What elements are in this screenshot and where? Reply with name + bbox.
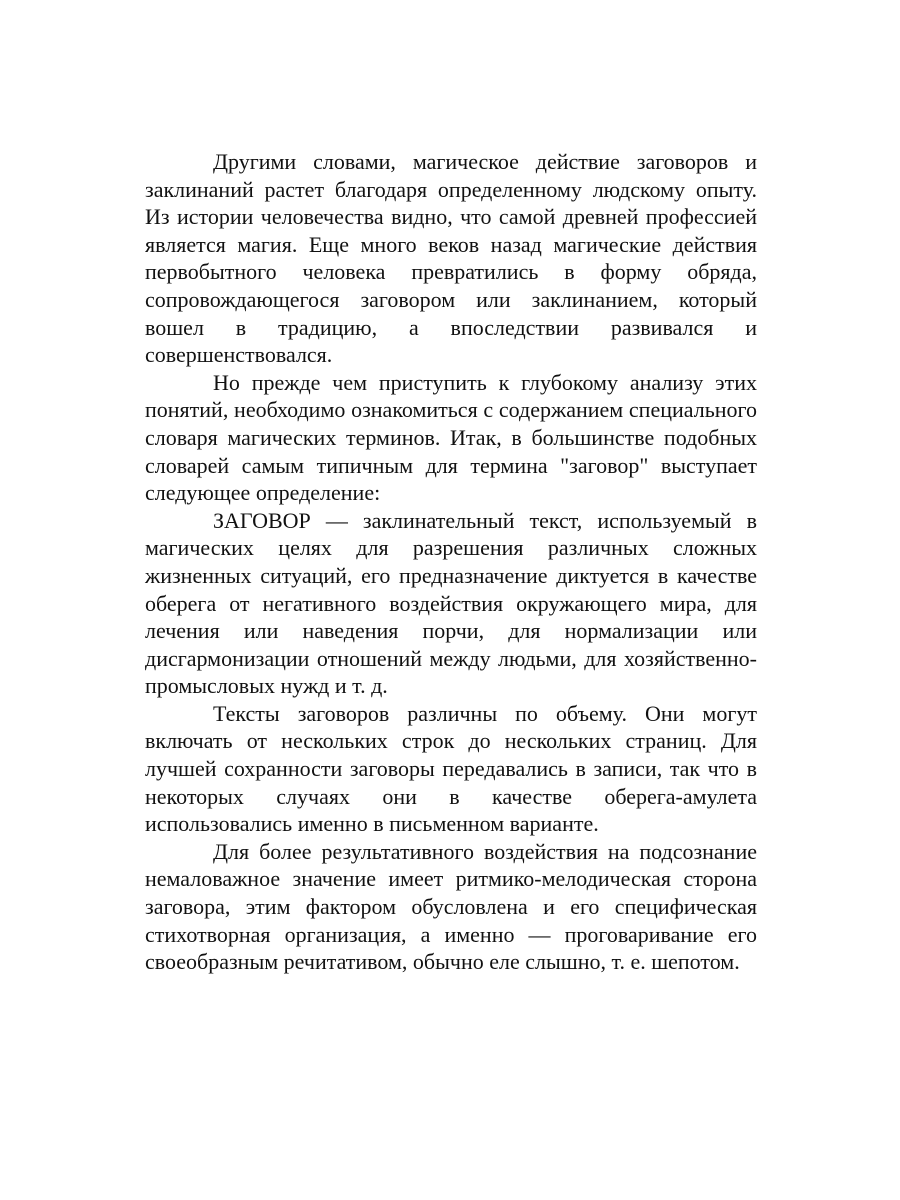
paragraph-4: Тексты заговоров различны по объему. Они могут включать от нескольких строк до нескольких страниц. Для лучшей сохранности заговоры передавались в записи, так что в некоторых случаях они в качестве оберега-амулета использовались именно в письменном варианте. <box>145 700 757 837</box>
paragraph-5: Для более результативного воздействия на подсознание немаловажное значение имеет ритмико-мелодическая сторона заговора, этим фактором обусловлена и его специфическая стихотворная организация, а именно — проговаривание его своеобразным речитативом, обычно еле слышно, т. е. шепотом. <box>145 838 757 975</box>
paragraph-2: Но прежде чем приступить к глубокому анализу этих понятий, необходимо ознакомиться с содержанием специального словаря магических терминов. Итак, в большинстве подобных словарей самым типичным для термина "заговор" выступает следующее определение: <box>145 369 757 506</box>
paragraph-1: Другими словами, магическое действие заговоров и заклинаний растет благодаря определенному людскому опыту. Из истории человечества видно, что самой древней профессией является магия. Еще много веков назад магические действия первобытного человека превратились в форму обряда, сопровождающегося заговором или заклинанием, который вошел в традицию, а впоследствии развивался и совершенствовался. <box>145 149 757 368</box>
paragraph-3: ЗАГОВОР — заклинательный текст, используемый в магических целях для разрешения различных сложных жизненных ситуаций, его предназначение диктуется в качестве оберега от негативного воздействия окружающего мира, для лечения или наведения порчи, для нормализации или дисгармонизации отношений между людьми, для хозяйственно-промысловых нужд и т. д. <box>145 507 757 699</box>
body-text <box>145 148 757 976</box>
